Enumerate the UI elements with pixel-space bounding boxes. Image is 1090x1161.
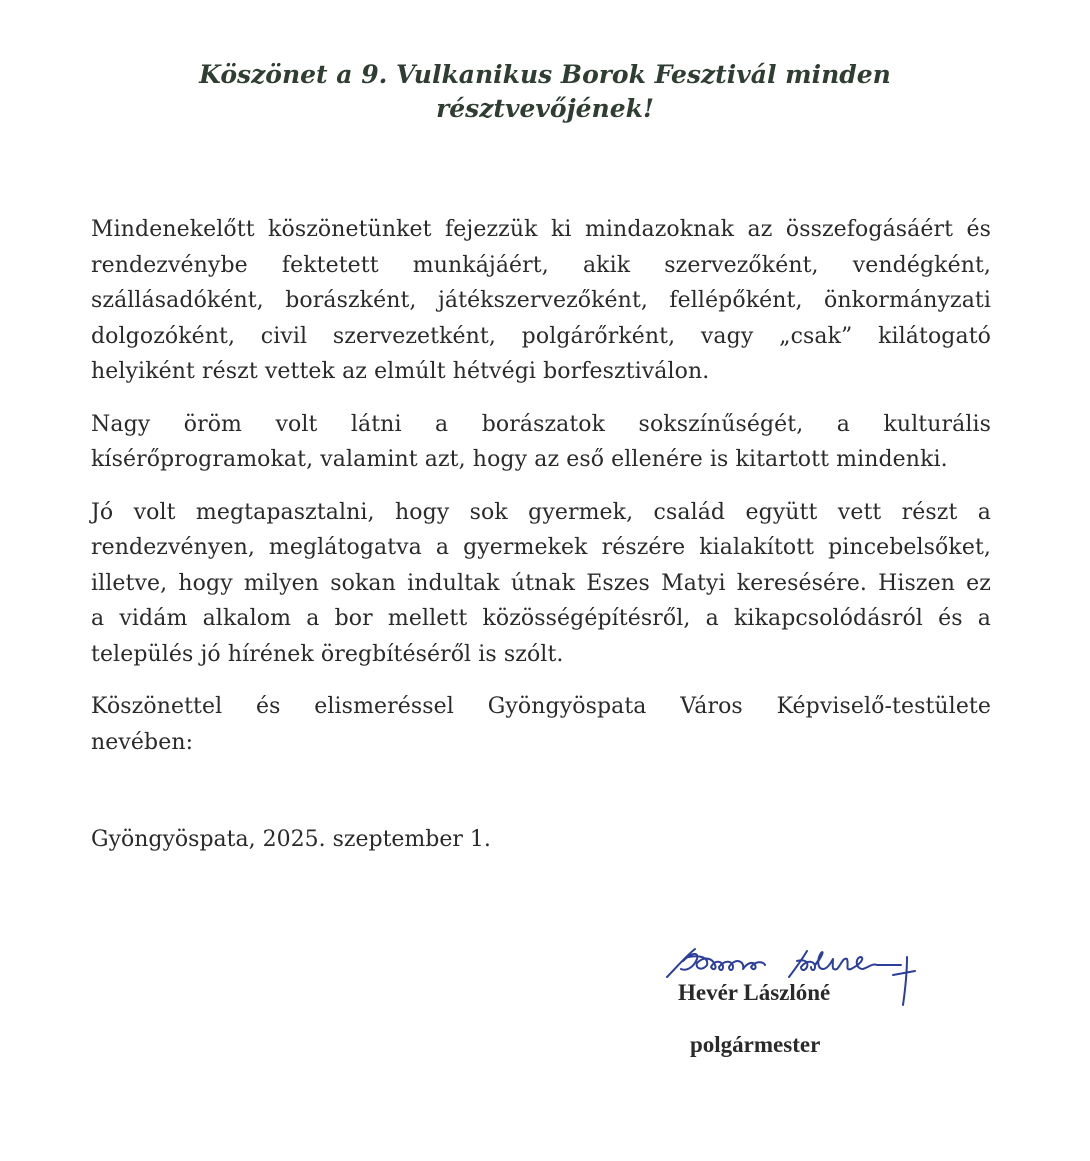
letter-body [91,212,991,777]
paragraph-joy [91,407,991,478]
text-line: Köszönettel és elismeréssel Gyöngyöspata Város Képviselő-testülete [91,694,991,719]
paragraph-families [91,495,991,673]
text-line: a vidám alkalom a bor mellett közösségépítésről, a kikapcsolódásról és a [91,606,991,631]
signer-title: polgármester [690,1032,821,1057]
signer-name: Hevér Lászlóné [678,980,831,1005]
letter-title [150,58,940,126]
text-line: Mindenekelőtt köszönetünket fejezzük ki mindazoknak az összefogásáért és [91,217,991,242]
text-line: illetve, hogy milyen sokan indultak útnak Eszes Matyi keresésére. Hiszen ez [91,570,991,596]
text-line: kísérőprogramokat, valamint azt, hogy az eső ellenére is kitartott mindenki. [91,447,948,472]
text-line: szállásadóként, borászként, játékszervezőként, fellépőként, önkormányzati [91,288,991,313]
title-line-2: résztvevőjének! [436,94,654,123]
text-line: település jó hírének öregbítéséről is szólt. [91,641,564,667]
text-line: dolgozóként, civil szervezetként, polgárőrként, vagy „csak” kilátogató [91,323,991,349]
text-line: helyiként részt vettek az elmúlt hétvégi borfesztiválon. [91,359,710,384]
letter-date: Gyöngyöspata, 2025. szeptember 1. [91,827,491,852]
paragraph-thanks [91,212,991,390]
text-line: Jó volt megtapasztalni, hogy sok gyermek, család együtt vett részt a [91,499,991,525]
text-line: nevében: [91,729,194,755]
title-line-1: Köszönet a 9. Vulkanikus Borok Fesztivál minden [199,60,891,89]
text-line: rendezvénybe fektetett munkájáért, akik szervezőként, vendégként, [91,252,991,278]
paragraph-closing [91,689,991,760]
text-line: rendezvényen, meglátogatva a gyermekek részére kialakított pincebelsőket, [91,535,991,560]
text-line: Nagy öröm volt látni a borászatok sokszínűségét, a kulturális [91,411,991,437]
